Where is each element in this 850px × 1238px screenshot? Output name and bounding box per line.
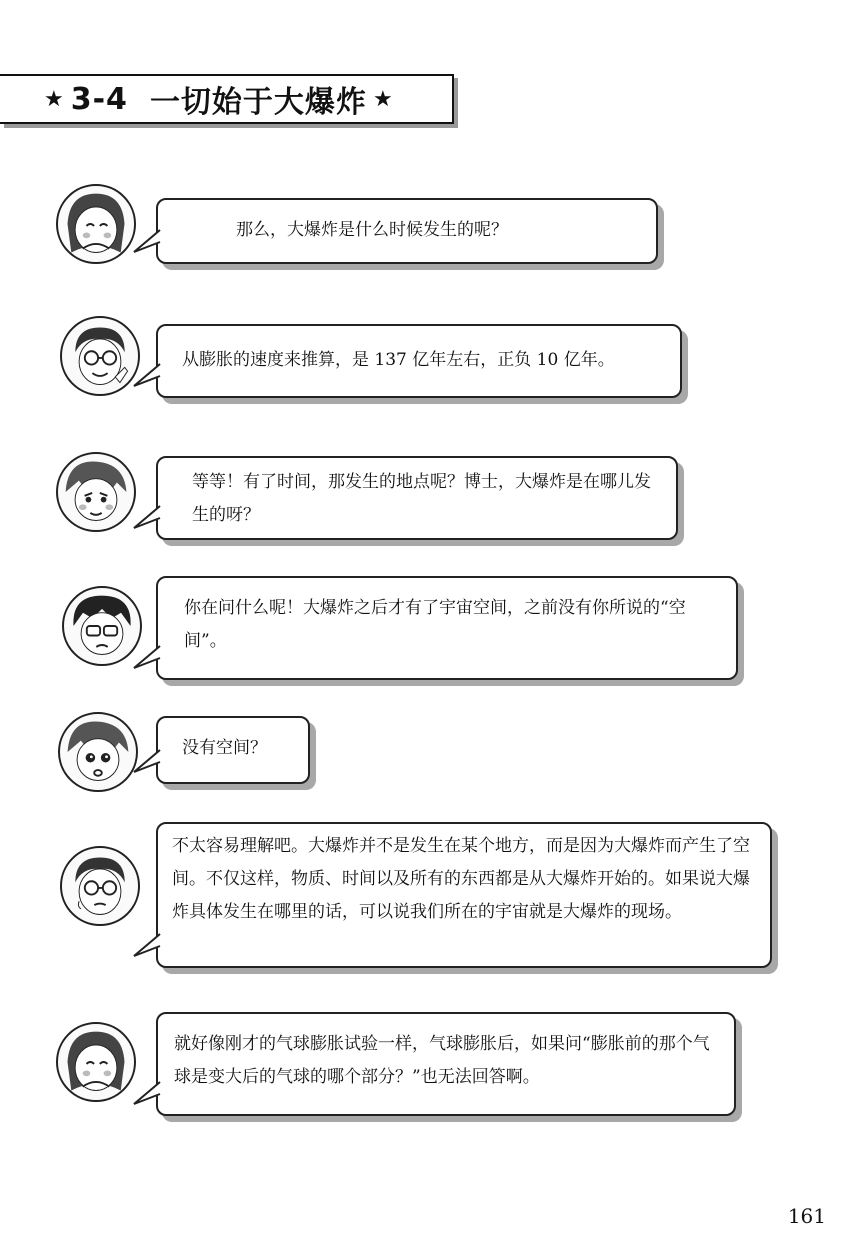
speech-bubble: [156, 1012, 736, 1116]
professor-avatar-icon: [60, 316, 140, 396]
speech-bubble: [156, 198, 658, 264]
dialogue-text: 没有空间？: [182, 738, 267, 758]
dialogue-text: 等等！有了时间，那发生的地点呢？博士，大爆炸是在哪儿发生的呀？: [192, 472, 651, 525]
star-icon: ★: [372, 86, 394, 112]
speech-bubble: [156, 324, 682, 398]
star-icon: ★: [44, 86, 65, 112]
professor-avatar-icon: [60, 846, 140, 926]
girl-twintails-avatar-icon: [56, 1022, 136, 1102]
dialogue-text: 那么，大爆炸是什么时候发生的呢？: [236, 220, 508, 240]
dialogue-text: 你在问什么呢！大爆炸之后才有了宇宙空间，之前没有你所说的“空间”。: [184, 598, 686, 651]
speech-bubble: [156, 716, 310, 784]
section-header: [0, 74, 454, 124]
dialogue-text: 就好像刚才的气球膨胀试验一样，气球膨胀后，如果问“膨胀前的那个气球是变大后的气球的哪个部分？”也无法回答啊。: [174, 1034, 710, 1087]
speech-bubble: [156, 456, 678, 540]
boy-glasses-avatar-icon: [62, 586, 142, 666]
speech-bubble: [156, 576, 738, 680]
speech-bubble: [156, 822, 772, 968]
girl-ponytail-avatar-icon: [56, 452, 136, 532]
section-title: 一切始于大爆炸: [149, 85, 367, 120]
girl-twintails-avatar-icon: [56, 184, 136, 264]
dialogue-text: 从膨胀的速度来推算，是 137 亿年左右，正负 10 亿年。: [182, 350, 615, 370]
section-number: 3-4: [70, 81, 128, 117]
page-number: 161: [787, 1204, 826, 1228]
girl-ponytail-avatar-icon: [58, 712, 138, 792]
dialogue-text: 不太容易理解吧。大爆炸并不是发生在某个地方，而是因为大爆炸而产生了空间。不仅这样，物质、时间以及所有的东西都是从大爆炸开始的。如果说大爆炸具体发生在哪里的话，可以说我们所在的宇宙就是大爆炸的现场。: [172, 836, 750, 922]
